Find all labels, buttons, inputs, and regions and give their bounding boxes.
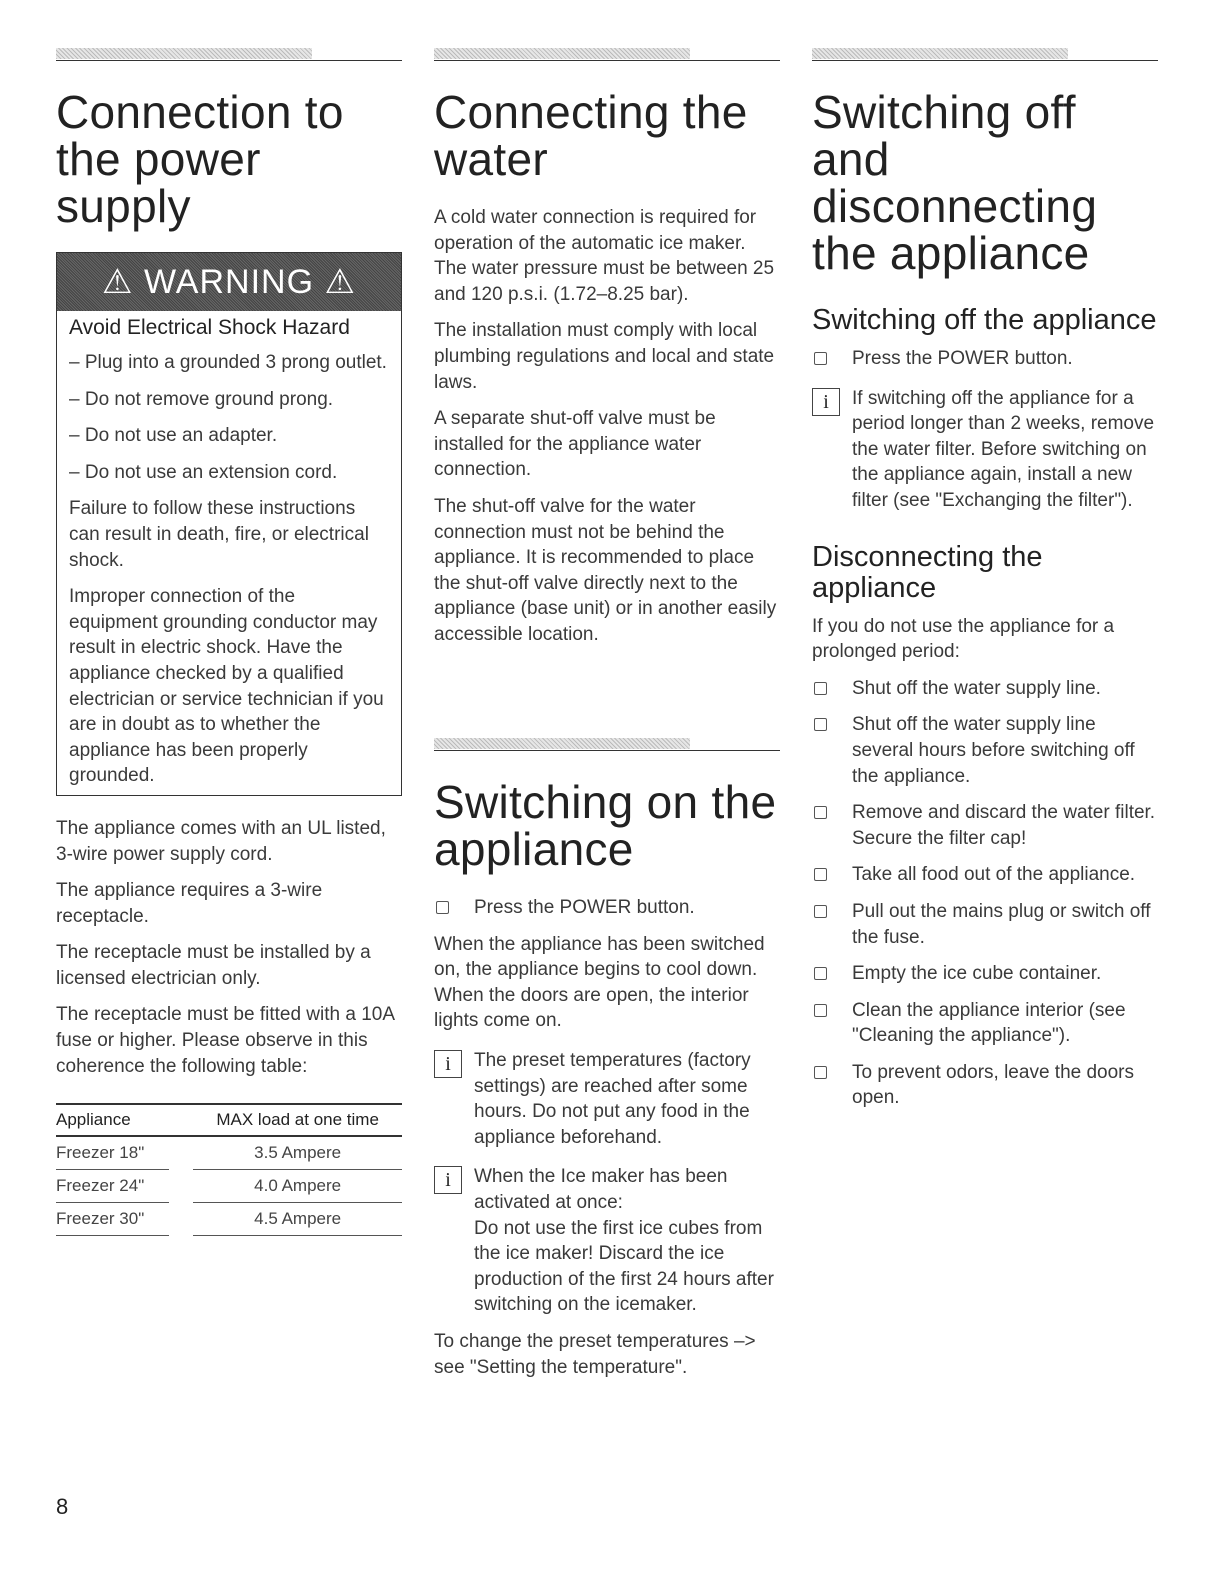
table-cell: 3.5 Ampere [193, 1136, 402, 1170]
checkbox-bullet-icon [814, 1004, 827, 1017]
warning-item: – Do not remove ground prong. [69, 388, 334, 410]
subsection-title: Disconnecting the appliance [812, 540, 1043, 604]
paragraph: When the appliance has been switched on, the appliance begins to cool down. When the doors are open, the interior lights come on. [434, 933, 765, 1032]
checkbox-bullet-icon [814, 718, 827, 731]
paragraph: A separate shut-off valve must be installed for the appliance water connection. [434, 408, 716, 481]
checkbox-bullet-icon [814, 905, 827, 918]
checkbox-bullet-icon [814, 682, 827, 695]
paragraph: A cold water connection is required for operation of the automatic ice maker. The water pressure must be between 25 and 120 p.s.i. (1.72–8.25 bar). [434, 207, 775, 305]
table-row [56, 1170, 402, 1203]
paragraph: If you do not use the appliance for a prolonged period: [812, 615, 1115, 663]
paragraph: The receptacle must be installed by a licensed electrician only. [56, 942, 371, 989]
info-icon: i [434, 1166, 462, 1194]
warning-item: – Do not use an extension cord. [69, 461, 338, 483]
checkbox-bullet-icon [814, 967, 827, 980]
step-item: Press the POWER button. [812, 346, 1158, 372]
step-item: Press the POWER button. [434, 895, 780, 921]
paragraph: The installation must comply with local plumbing regulations and local and state laws. [434, 320, 775, 393]
table-cell: Freezer 30" [56, 1203, 169, 1236]
table-cell: 4.5 Ampere [193, 1203, 402, 1236]
paragraph: The appliance comes with an UL listed, 3-wire power supply cord. [56, 817, 386, 865]
checkbox-bullet-icon [814, 352, 827, 365]
checkbox-bullet-icon [814, 1066, 827, 1079]
step-item: Shut off the water supply line several hours before switching off the appliance. [812, 712, 1158, 789]
step-item: Remove and discard the water filter. Secure the filter cap! [812, 800, 1158, 851]
section-divider [434, 48, 780, 61]
info-icon: i [434, 1050, 462, 1078]
warning-title: Avoid Electrical Shock Hazard [69, 316, 350, 339]
step-item: Clean the appliance interior (see "Cleaning the appliance"). [812, 998, 1158, 1049]
checkbox-bullet-icon [814, 806, 827, 819]
power-supply-column [56, 48, 402, 1236]
section-title: Connection to the power supply [56, 86, 344, 232]
section-divider [56, 48, 402, 61]
step-item: Shut off the water supply line. [812, 676, 1158, 702]
warning-item: – Plug into a grounded 3 prong outlet. [69, 352, 387, 373]
table-cell: Freezer 24" [56, 1170, 169, 1203]
step-item: Pull out the mains plug or switch off the fuse. [812, 899, 1158, 950]
table-row [56, 1203, 402, 1236]
water-column [434, 48, 780, 659]
paragraph: The appliance requires a 3-wire receptacle. [56, 880, 323, 927]
table-header: MAX load at one time [193, 1104, 402, 1136]
info-note: i When the Ice maker has been activated at once: [434, 1164, 780, 1215]
warning-triangle-icon: ⚠ [102, 263, 134, 301]
step-item: Take all food out of the appliance. [812, 862, 1158, 888]
warning-text: Failure to follow these instructions can result in death, fire, or electrical shock. [69, 498, 369, 571]
subsection-title: Switching off the appliance [812, 304, 1157, 336]
warning-label: WARNING [143, 263, 315, 301]
table-cell: 4.0 Ampere [193, 1170, 402, 1203]
paragraph: To change the preset temperatures –> see "Setting the temperature". [434, 1330, 756, 1378]
switching-off-column [812, 48, 1158, 1122]
table-header: Appliance [56, 1104, 169, 1136]
info-note: i If switching off the appliance for a period longer than 2 weeks, remove the water filter. Before switching on the appliance again, install a new filter (see "Exchanging the filter"). [812, 386, 1158, 514]
paragraph: The receptacle must be fitted with a 10A fuse or higher. Please observe in this coherence the following table: [56, 1004, 394, 1077]
page-number: 8 [56, 1494, 69, 1519]
switching-on-column [434, 738, 780, 1391]
warning-header [57, 253, 401, 311]
warning-text: Improper connection of the equipment grounding conductor may result in electric shock. Have the appliance checked by a qualified electrician or service technician if you are in doubt as to whether the appliance has been properly grounded. [69, 586, 384, 787]
table-cell: Freezer 18" [56, 1136, 169, 1170]
section-divider [812, 48, 1158, 61]
info-icon: i [812, 388, 840, 416]
checkbox-bullet-icon [436, 901, 449, 914]
section-divider [434, 738, 780, 751]
section-title: Connecting the water [434, 86, 748, 185]
paragraph: The shut-off valve for the water connection must not be behind the appliance. It is recommended to place the shut-off valve directly next to the appliance (base unit) or in another easily accessible location. [434, 495, 777, 645]
warning-triangle-icon: ⚠ [324, 263, 356, 301]
checkbox-bullet-icon [814, 868, 827, 881]
info-note: i The preset temperatures (factory settings) are reached after some hours. Do not put any food in the appliance beforehand. [434, 1048, 780, 1150]
warning-box [56, 252, 402, 796]
warning-item: – Do not use an adapter. [69, 425, 278, 447]
section-title: Switching on the appliance [434, 776, 777, 875]
section-title: Switching off and disconnecting the appliance [812, 86, 1098, 279]
fuse-load-table [56, 1103, 402, 1236]
step-item: Empty the ice cube container. [812, 961, 1158, 987]
step-item: To prevent odors, leave the doors open. [812, 1060, 1158, 1111]
table-row [56, 1136, 402, 1170]
info-note-text: Do not use the first ice cubes from the ice maker! Discard the ice production of the first 24 hours after switching on the icemaker. [474, 1217, 774, 1316]
